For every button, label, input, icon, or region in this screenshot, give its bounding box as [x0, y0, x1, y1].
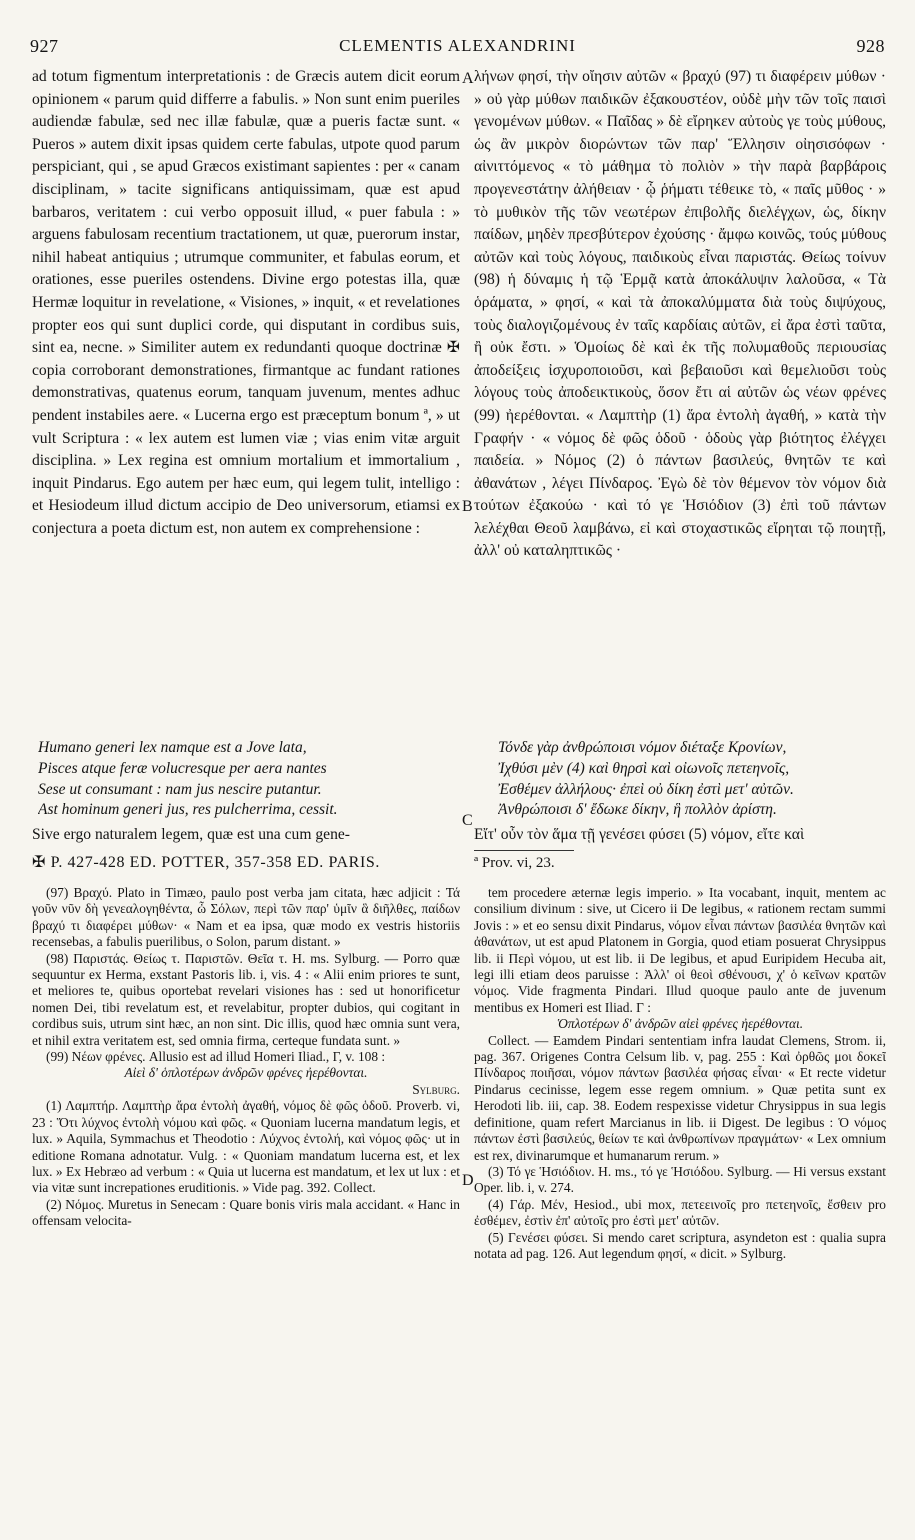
notes-right-column — [474, 885, 886, 1505]
latin-poem-line: Pisces atque feræ volucresque per aera nantes — [38, 759, 327, 777]
note-attribution: Sylburg. — [412, 1081, 460, 1097]
greek-poem-line: Ἀνθρώποισι δ' ἔδωκε δίκην, ἣ πολλὸν ἀρίστη. — [498, 801, 777, 819]
note-2: (2) Νόμος. Muretus in Senecam : Quare bonis viris mala accidant. « Hanc in offensam velocita- — [32, 1196, 460, 1229]
note-5: (5) Γενέσει φύσει. Si mendo caret scriptura, asyndeton est : qualia supra notata ad pag. 126. Aut legendum φησί, « dicit. » Sylburg. — [474, 1229, 886, 1261]
note-97: (97) Βραχύ. Plato in Timæo, paulo post verba jam citata, hæc adjicit : Τά γοῦν νῦν δὴ γενεαλογηθέντα, ὦ Σόλων, περὶ τῶν παρ' ὑμῖν ἃ διῆλθες, παίδων βραχύ τι διαφέρει μύθων· « Nam et ea ipsa, quæ modo ex vestris historiis recensebas, a fabulis puerilibus, o Solon, parum distant. » — [32, 885, 460, 950]
greek-tail-line: Εἴτ' οὖν τὸν ἅμα τῇ γενέσει φύσει (5) νόμον, εἴτε καὶ — [474, 826, 805, 843]
greek-poem — [498, 738, 888, 824]
latin-tail-text — [32, 824, 460, 850]
notes-left-column — [32, 885, 460, 1505]
latin-poem-line: Humano generi lex namque est a Jove lata, — [38, 739, 307, 756]
left-page-number: 927 — [30, 35, 59, 56]
note-verse-homer: Ὁπλοτέρων δ' ἀνδρῶν αἰεὶ φρένες ἠερέθονται. — [556, 1016, 804, 1032]
margin-letter-b: B — [462, 498, 473, 515]
edition-reference: ✠ P. 427-428 ED. POTTER, 357-358 ED. PARIS. — [32, 854, 380, 871]
latin-poem-line: Sese ut consumant : nam jus nescire putantur. — [38, 780, 322, 798]
greek-poem-line: Τόνδε γὰρ ἀνθρώποισι νόμον διέταξε Κρονίων, — [498, 739, 787, 756]
margin-letter-d: D — [462, 1172, 474, 1189]
note-2-continued: tem procedere æternæ legis imperio. » Ita vocabant, inquit, mentem ac consilium divinum : sive, ut Cicero ii De legibus, « rationem rectam summi Jovis : » et eo sensu dixit Pindarus, νόμον εἶναι πάντων βασιλέα θνητῶν καὶ ἀθανάτων, ut est apud Platonem in Gorgia, quod etiam posuerat Chrysippus lib. ii Περὶ νόμου, ut est lib. ii De legibus, et apud Euripidem Hecuba ait, legi illi etiam deos paruisse : Ἀλλ' οἱ θεοὶ σθένουσι, χ' ὁ κεῖνων κρατῶν νόμος. Vide fragmenta Pindari. Illud quoque paulo ante de juvenum mentibus ex Homeri est Iliad. Γ : — [474, 885, 886, 1015]
latin-main-text — [32, 66, 460, 732]
greek-main-text — [474, 66, 886, 732]
margin-letter-c: C — [462, 812, 473, 829]
greek-poem-line: Ἐσθέμεν ἀλλήλους· ἐπεὶ οὐ δίκη ἐστὶ μετ' αὐτῶν. — [498, 780, 794, 798]
note-3: (3) Τό γε Ἡσιόδιον. H. ms., τό γε Ἡσιόδου. Sylburg. — Hi versus exstant Oper. lib. i, v. 274. — [474, 1163, 886, 1196]
scripture-footnote: ª Prov. vi, 23. — [474, 855, 555, 871]
greek-poem-line: Ἰχθύσι μὲν (4) καὶ θηρσὶ καὶ οἰωνοῖς πετεηνοῖς, — [498, 759, 790, 777]
latin-tail-line: Sive ergo naturalem legem, quæ est una cum gene- — [32, 826, 350, 843]
latin-paragraph: ad totum figmentum interpretationis : de Græcis autem dicit eorum opinionem « parum quid differre a fabulis. » Non sunt enim pueriles audiendæ fabulæ, sed nec illæ fabulæ, quæ a pueris factæ sunt. « Pueros » autem dixit ipsas quidem certe fabulas, utpote quod parum perspiciant, qui , se apud Græcos existimant sapientes : per « canam disciplinam, » tacite significans antiquissimam, quæ est apud barbaros, veritatem : cui verbo opposuit illud, « puer fabula : » arguens fabulosam recentium tractationem, ut quæ, puerorum instar, nihil habeat antiquius ; utrumque communiter, et fabulas eorum, et orationes, esse pueriles ostendens. Divine ergo potestas illa, quæ Hermæ loquitur in revelatione, « Visiones, » inquit, « et revelationes propter eos qui sunt duplici corde, qui disputant in cordibus suis, sint ea, necne. » Similiter autem ex redundanti quoque doctrinæ ✠ copia corroborant demonstrationes, firmantque ac fundant rationes demonstrativas, quatenus eorum, tanquam juvenum, mentes adhuc pendent instabiles aere. « Lucerna ergo est præceptum bonum ª, » ut vult Scriptura : « lex autem est lumen viæ ; vias enim vitæ arguit disciplina. » Lex regina est omnium mortalium et immortalium , inquit Pindarus. Ego autem per hæc eum, qui legem tulit, intelligo : et Hesiodeum illud dictum accipio de Deo universorum, etiamsi ex conjectura a poeta dictum est, non autem ex comprehensione : — [32, 68, 460, 537]
latin-poem-line: Ast hominum generi jus, res pulcherrima, cessit. — [38, 801, 338, 819]
page-header — [30, 33, 885, 59]
note-1: (1) Λαμπτήρ. Λαμπτὴρ ἄρα ἐντολὴ ἀγαθή, νόμος δὲ φῶς ὁδοῦ. Proverb. vi, 23 : Ὅτι λύχνος ἐντολὴ νόμου καὶ φῶς. « Quoniam lucerna mandatum legis, et lux. » Aquila, Symmachus et Theodotio : Λύχνος ἐντολή, καὶ νόμος φῶς· ut in editione Romana adnotatur. Vulg. : « Quoniam mandatum lucerna est, et lex lux. » Ex Hebræo ad verbum : « Quia ut lucerna est mandatum, et lex ut lux : et via vitæ sunt increpationes eruditionis. » Vide pag. 392. Collect. — [32, 1098, 460, 1196]
running-title: CLEMENTIS ALEXANDRINI — [339, 36, 576, 55]
greek-paragraph: λήνων φησί, τὴν οἴησιν αὐτῶν « βραχύ (97) τι διαφέρειν μύθων · » οὐ γὰρ μύθων παιδικῶν ἐξακουστέον, οὐδὲ μὴν τῶν τοῖς παισὶ γενομένων μύθων. « Παῖδας » δὲ εἴρηκεν αὐτοὺς γε τοὺς μύθους, ὡς ἂν μικρὸν διορώντων τῶν παρ' Ἕλλησιν οἰησισόφων · αἰνιττόμενος « τὸ μάθημα τὸ πολιὸν » τὴν παρὰ βαρβάροις προγενεστάτην ἀλήθειαν · ᾧ ῥήματι τέθεικε τὸ, « παῖς μῦθος · » τὸ μυθικὸν τῆς τῶν νεωτέρων ἐπιβολῆς διελέγχων, ὡς, δίκην παίδων, μηδὲν πρεσβύτερον ἐχούσης · ἄμφω κοινῶς, τούς μύθους αὐτῶν καὶ τοὺς λόγους, παιδικοὺς εἶναι παριστάς. Θείως τοίνυν (98) ἡ δύναμις ἡ τῷ Ἑρμᾷ κατὰ ἀποκάλυψιν λαλοῦσα, « Τὰ ὁράματα, » φησί, « καὶ τὰ ἀποκαλύμματα διὰ τοὺς διψύχους, τοὺς διαλογιζομένους ἐν ταῖς καρδίαις αὐτῶν, εἰ ἄρα ἐστὶ ταῦτα, ἢ οὐκ ἔστι. » Ὁμοίως δὲ καὶ ἐκ τῆς πολυμαθοῦς περιουσίας ἀποδείξεις ἰσχυροποιοῦσι, καὶ βεβαιοῦσι καὶ θεμελιοῦσι τοὺς λόγους τοὺς ἀποδεικτικοὺς, ὅσον ἔτι αἱ αὐτῶν ὡς νέων φρένες (99) ἠερέθονται. « Λαμπτὴρ (1) ἄρα ἐντολὴ ἀγαθή, » κατὰ τὴν Γραφήν · « νόμος δὲ φῶς ὁδοῦ · ὁδοὺς γὰρ βιότητος ἐλέγχει παιδεία. » Νόμος (2) ὁ πάντων βασιλεύς, θνητῶν τε καὶ ἀθανάτων , λέγει Πίνδαρος. Ἐγὼ δὲ τὸν θέμενον τὸν νόμον διὰ τούτων ἐξακούω · καὶ τό γε Ἡσιόδιον (3) ἐπὶ τοῦ πάντων λελέχθαι Θεοῦ λαμβάνω, εἰ καὶ στοχαστικῶς εἴρηται τῷ ποιητῇ, ἀλλ' οὐ καταληπτικῶς · — [474, 68, 886, 560]
right-page-number: 928 — [856, 35, 885, 56]
greek-tail-text — [474, 824, 886, 850]
note-collect: Collect. — Eamdem Pindari sententiam infra laudat Clemens, Strom. ii, pag. 367. Origenes Contra Celsum lib. v, pag. 255 : Καὶ ὀρθῶς μοι δοκεῖ Πίνδαρος ποιῆσαι, νόμον πάντων βασιλέα φήσας εἶναι· « Et recte videtur Pindarus cecinisse, legem esse regem omnium. » Quæ petita sunt ex Herodoti lib. iii, cap. 38. Eodem respexisse videtur Chrysippus in sua legis definitione, quam refert Marcianus in lib. ii Digest. De legibus : Ὁ νόμος πάντων ἐστὶ βασιλεύς, θείων τε καὶ ἀνθρωπίνων πραγμάτων· « Lex omnium est rex, divinarumque et humanarum rerum. » — [474, 1032, 886, 1163]
latin-poem — [38, 738, 448, 824]
margin-letter-a: A — [462, 70, 474, 87]
note-98: (98) Παριστάς. Θείως τ. Παριστῶν. Θεῖα τ. H. ms. Sylburg. — Porro quæ sequuntur ex Herma, exstant Pastoris lib. i, vis. 4 : « Alii enim priores te sunt, et meliores te, quibus oportebat revelari visiones has : sed ut honorificetur nomen Dei, tibi revelatum est, et revelabitur, propter dubios, qui cogitant in cordibus suis, utrum sint hæc, an non sint. Dic illis, quod hæc omnia sunt vera, et nihil extra veritatem est, sed omnia firma, certeque fundata sunt. » — [32, 950, 460, 1048]
footnote-divider — [474, 850, 574, 851]
note-4: (4) Γάρ. Μέν, Hesiod., ubi mox, πετεεινοῖς pro πετεηνοῖς, ἔσθειν pro ἐσθέμεν, ἐστὶν ἐπ' αὐτοῖς pro ἐστὶ μετ' αὐτῶν. — [474, 1196, 886, 1229]
note-99: (99) Νέων φρένες. Allusio est ad illud Homeri Iliad., Γ, v. 108 : — [46, 1049, 386, 1065]
note-verse: Αἰεὶ δ' ὁπλοτέρων ἀνδρῶν φρένες ἠερέθονται. — [124, 1065, 368, 1081]
